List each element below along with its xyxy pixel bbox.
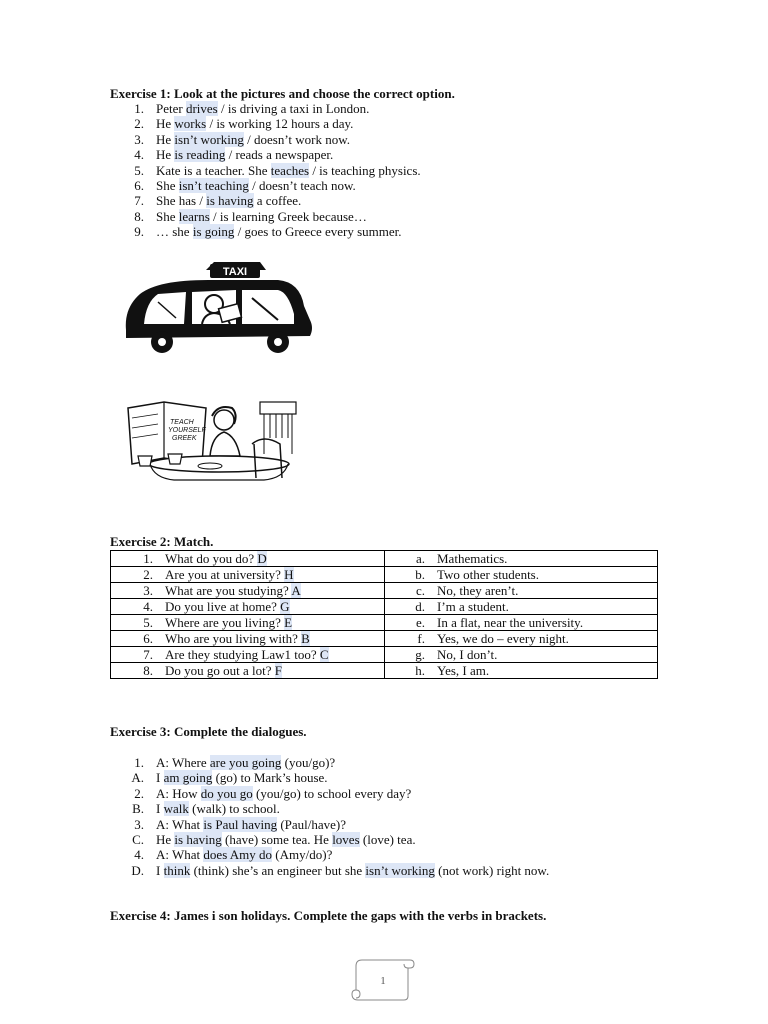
list-item — [110, 147, 570, 162]
item-text: (have) some tea. He — [221, 831, 333, 847]
exercise-3-title: Exercise 3: Complete the dialogues. — [110, 724, 307, 739]
item-text: A: What — [156, 816, 204, 832]
exercise-3-list — [110, 755, 630, 878]
list-item — [110, 755, 630, 770]
answer-option-letter: g. — [415, 646, 425, 662]
answer-option-text: Yes, I am. — [437, 662, 490, 678]
item-number: 6. — [134, 177, 144, 193]
answer-option-letter: e. — [415, 614, 425, 630]
taxi-sign — [206, 262, 266, 278]
item-number: 8. — [134, 208, 144, 224]
answer-option-letter: c. — [415, 582, 425, 598]
item-number: 1. — [134, 755, 144, 770]
item-number: 4. — [134, 847, 144, 863]
item-sentence — [156, 116, 353, 131]
item-sentence — [156, 832, 416, 847]
item-number: 2. — [134, 116, 144, 132]
answer-highlight: does Amy do — [203, 847, 273, 863]
answer-letter: H — [284, 566, 294, 582]
list-item — [110, 817, 630, 832]
answer-highlight: isn’t teaching — [178, 177, 249, 193]
item-text: A: Where — [156, 755, 210, 770]
question-text: Are you at university? — [165, 566, 285, 582]
answer-highlight: walk — [163, 801, 189, 817]
answer-option-letter: h. — [415, 662, 425, 678]
taxi-driver-illustration — [118, 258, 318, 356]
answer-highlight: am going — [163, 770, 213, 786]
answer-cell — [385, 631, 658, 647]
item-number: C. — [132, 831, 144, 847]
question-cell — [111, 583, 385, 599]
item-number: 3. — [134, 816, 144, 832]
answer-highlight: is reading — [174, 147, 226, 163]
item-text: I — [156, 770, 164, 786]
item-text: / doesn’t teach now. — [248, 177, 356, 193]
list-item — [110, 101, 570, 116]
item-text: (go) to Mark’s house. — [212, 770, 328, 786]
item-text: I — [156, 801, 164, 817]
table-row — [111, 631, 658, 647]
table-row — [111, 551, 658, 567]
item-sentence — [156, 770, 328, 785]
item-text: She — [156, 208, 179, 224]
item-sentence — [156, 817, 346, 832]
exercise-4-title: Exercise 4: James i son holidays. Complete the gaps with the verbs in brackets. — [110, 908, 547, 923]
table-row — [111, 583, 658, 599]
svg-text:YOURSELF: YOURSELF — [168, 427, 206, 434]
item-sentence — [156, 847, 332, 862]
question-number: 6. — [143, 630, 153, 646]
answer-highlight: drives — [185, 101, 218, 116]
answer-option-text: I’m a student. — [437, 598, 509, 614]
item-text: (think) she’s an engineer but she — [190, 862, 366, 878]
item-text: / is driving a taxi in London. — [217, 101, 370, 116]
item-text: He — [156, 831, 175, 847]
answer-option-text: No, they aren’t. — [437, 582, 519, 598]
answer-highlight: is going — [192, 224, 235, 240]
answer-highlight: think — [163, 862, 191, 878]
question-number: 3. — [143, 582, 153, 598]
table-row — [111, 647, 658, 663]
question-number: 5. — [143, 614, 153, 630]
item-text: Peter — [156, 101, 186, 116]
item-text: / reads a newspaper. — [225, 147, 334, 163]
item-number: 3. — [134, 131, 144, 147]
question-cell — [111, 663, 385, 679]
question-text: Do you go out a lot? — [165, 662, 275, 678]
item-text: / is teaching physics. — [309, 162, 421, 178]
item-text: She — [156, 177, 179, 193]
question-cell — [111, 567, 385, 583]
item-sentence — [156, 132, 350, 147]
question-cell — [111, 615, 385, 631]
item-text: Kate is a teacher. She — [156, 162, 271, 178]
answer-option-text: In a flat, near the university. — [437, 614, 584, 630]
list-item — [110, 770, 630, 785]
item-text: A: What — [156, 847, 204, 863]
item-text: / doesn’t work now. — [243, 131, 351, 147]
answer-letter: D — [257, 550, 267, 566]
item-text: (Paul/have)? — [277, 816, 347, 832]
question-number: 1. — [143, 550, 153, 566]
list-item — [110, 209, 570, 224]
item-text: He — [156, 131, 175, 147]
item-text: (you/go) to school every day? — [252, 785, 412, 801]
answer-cell — [385, 583, 658, 599]
question-cell — [111, 631, 385, 647]
answer-letter: F — [274, 662, 282, 678]
item-sentence — [156, 755, 335, 770]
answer-highlight: isn’t working — [365, 862, 435, 878]
answer-highlight: teaches — [270, 162, 310, 178]
question-number: 4. — [143, 598, 153, 614]
item-text: … she — [156, 224, 193, 240]
item-number: 5. — [134, 162, 144, 178]
item-text: I — [156, 862, 164, 878]
question-cell — [111, 599, 385, 615]
list-item — [110, 224, 570, 239]
table-row — [111, 663, 658, 679]
question-text: What do you do? — [165, 550, 258, 566]
answer-cell — [385, 615, 658, 631]
item-sentence — [156, 147, 333, 162]
item-sentence — [156, 178, 356, 193]
item-number: D. — [131, 862, 144, 878]
page-number — [350, 958, 416, 1002]
answer-highlight: do you go — [200, 785, 253, 801]
answer-highlight: is having — [174, 831, 222, 847]
answer-highlight: works — [174, 116, 207, 132]
list-item — [110, 178, 570, 193]
page-number-label: 1 — [380, 975, 386, 987]
answer-highlight: is having — [206, 193, 254, 209]
answer-highlight: is Paul having — [203, 816, 278, 832]
answer-letter: A — [291, 582, 301, 598]
item-text: / is learning Greek because… — [209, 208, 367, 224]
answer-cell — [385, 647, 658, 663]
svg-text:TEACH: TEACH — [170, 419, 194, 426]
item-text: He — [156, 147, 175, 163]
list-item — [110, 116, 570, 131]
exercise-1-title: Exercise 1: Look at the pictures and choose the correct option. — [110, 86, 455, 101]
question-text: Who are you living with? — [165, 630, 302, 646]
answer-letter: C — [319, 646, 329, 662]
item-text: a coffee. — [253, 193, 302, 209]
item-text: (love) tea. — [359, 831, 416, 847]
answer-cell — [385, 599, 658, 615]
cafe-woman-illustration — [124, 398, 304, 482]
item-number: 4. — [134, 147, 144, 163]
list-item — [110, 132, 570, 147]
question-text: Are they studying Law1 too? — [165, 646, 320, 662]
item-sentence — [156, 786, 411, 801]
list-item — [110, 832, 630, 847]
answer-option-letter: d. — [415, 598, 425, 614]
question-cell — [111, 551, 385, 567]
item-sentence — [156, 863, 549, 878]
answer-letter: B — [301, 630, 310, 646]
question-number: 2. — [143, 566, 153, 582]
answer-cell — [385, 567, 658, 583]
answer-option-text: Mathematics. — [437, 550, 508, 566]
item-text: (you/go)? — [281, 755, 336, 770]
item-number: 2. — [134, 785, 144, 801]
list-item — [110, 193, 570, 208]
item-number: 1. — [134, 101, 144, 116]
answer-highlight: loves — [332, 831, 360, 847]
answer-option-letter: a. — [415, 550, 425, 566]
table-row — [111, 615, 658, 631]
answer-letter: E — [284, 614, 293, 630]
item-number: 7. — [134, 193, 144, 209]
question-number: 8. — [143, 662, 153, 678]
item-number: 9. — [134, 224, 144, 240]
item-text: / goes to Greece every summer. — [234, 224, 402, 240]
answer-cell — [385, 551, 658, 567]
answer-option-letter: b. — [415, 566, 425, 582]
item-sentence — [156, 801, 280, 816]
question-text: What are you studying? — [165, 582, 292, 598]
svg-text:GREEK: GREEK — [172, 435, 197, 442]
question-cell — [111, 647, 385, 663]
item-text: She has / — [156, 193, 207, 209]
exercise-1-list — [110, 101, 570, 240]
item-number: B. — [132, 801, 144, 817]
question-number: 7. — [143, 646, 153, 662]
table-row — [111, 599, 658, 615]
list-item — [110, 863, 630, 878]
item-text: / is working 12 hours a day. — [206, 116, 354, 132]
item-text: (not work) right now. — [434, 862, 550, 878]
list-item — [110, 163, 570, 178]
item-text: (Amy/do)? — [272, 847, 333, 863]
answer-highlight: isn’t working — [174, 131, 244, 147]
answer-letter: G — [280, 598, 290, 614]
item-sentence — [156, 163, 421, 178]
answer-highlight: are you going — [209, 755, 282, 770]
question-text: Where are you living? — [165, 614, 285, 630]
svg-text:TAXI: TAXI — [222, 266, 248, 278]
item-sentence — [156, 101, 369, 116]
answer-option-text: No, I don’t. — [437, 646, 498, 662]
item-text: He — [156, 116, 175, 132]
exercise-2-title: Exercise 2: Match. — [110, 534, 214, 549]
list-item — [110, 786, 630, 801]
item-text: A: How — [156, 785, 201, 801]
answer-option-text: Yes, we do – every night. — [437, 630, 569, 646]
item-sentence — [156, 209, 367, 224]
table-row — [111, 567, 658, 583]
answer-option-letter: f. — [417, 630, 425, 646]
item-text: (walk) to school. — [188, 801, 280, 817]
item-number: A. — [131, 770, 144, 786]
answer-highlight: learns — [178, 208, 210, 224]
answer-option-text: Two other students. — [437, 566, 539, 582]
match-table — [110, 550, 658, 679]
answer-cell — [385, 663, 658, 679]
item-sentence — [156, 224, 402, 239]
list-item — [110, 847, 630, 862]
item-sentence — [156, 193, 301, 208]
list-item — [110, 801, 630, 816]
question-text: Do you live at home? — [165, 598, 281, 614]
